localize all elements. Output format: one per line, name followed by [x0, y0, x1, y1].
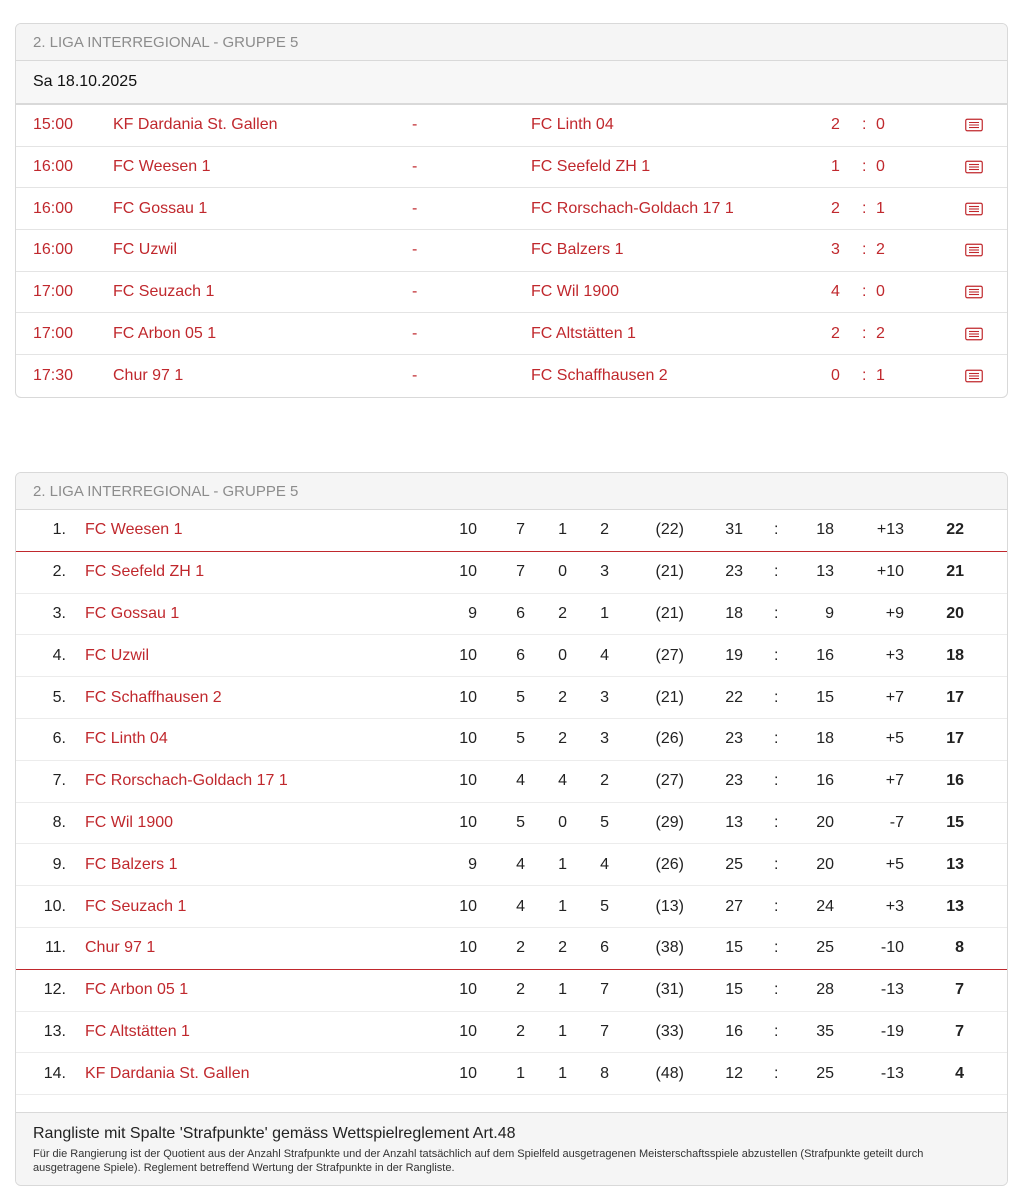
table-row [16, 677, 1007, 719]
penalty-points-cell: (33) [655, 1022, 684, 1040]
goals-colon: : [774, 981, 779, 999]
goals-against-cell: 20 [816, 813, 834, 831]
drawn-cell: 1 [558, 897, 567, 915]
team-link[interactable]: FC Schaffhausen 2 [85, 688, 222, 706]
points-cell: 17 [946, 730, 964, 748]
table-row [16, 1012, 1007, 1054]
away-goals: 0 [876, 283, 885, 301]
points-cell: 13 [946, 855, 964, 873]
goals-for-cell: 19 [725, 646, 743, 664]
points-cell: 20 [946, 604, 964, 622]
team-link[interactable]: KF Dardania St. Gallen [85, 1064, 250, 1082]
drawn-cell: 1 [558, 855, 567, 873]
away-goals: 1 [876, 366, 885, 384]
won-cell: 1 [516, 1064, 525, 1082]
game-time: 15:00 [33, 116, 74, 134]
away-team-link[interactable]: FC Schaffhausen 2 [531, 366, 668, 384]
played-cell: 10 [459, 563, 477, 581]
won-cell: 6 [516, 604, 525, 622]
table-row [16, 552, 1007, 594]
score-colon: : [862, 116, 867, 134]
drawn-cell: 0 [558, 813, 567, 831]
goals-for-cell: 15 [725, 981, 743, 999]
goals-for-cell: 16 [725, 1022, 743, 1040]
goals-colon: : [774, 563, 779, 581]
standings-panel [15, 472, 1008, 1186]
goals-for-cell: 23 [725, 563, 743, 581]
rank-cell: 13. [43, 1022, 66, 1040]
points-cell: 22 [946, 521, 964, 539]
rank-cell: 9. [52, 855, 66, 873]
goals-colon: : [774, 939, 779, 957]
match-report-icon[interactable] [965, 161, 983, 174]
match-report-icon[interactable] [965, 369, 983, 382]
won-cell: 5 [516, 730, 525, 748]
rank-cell: 7. [52, 772, 66, 790]
goals-against-cell: 25 [816, 1064, 834, 1082]
lost-cell: 1 [600, 604, 609, 622]
points-cell: 18 [946, 646, 964, 664]
home-goals: 0 [831, 366, 840, 384]
drawn-cell: 2 [558, 604, 567, 622]
away-goals: 0 [876, 116, 885, 134]
game-dash: - [412, 324, 418, 342]
goals-colon: : [774, 772, 779, 790]
points-cell: 7 [955, 981, 964, 999]
lost-cell: 4 [600, 646, 609, 664]
lost-cell: 2 [600, 772, 609, 790]
rank-cell: 6. [52, 730, 66, 748]
penalty-points-cell: (31) [655, 981, 684, 999]
drawn-cell: 1 [558, 521, 567, 539]
played-cell: 10 [459, 897, 477, 915]
games-panel-header: 2. LIGA INTERREGIONAL - GRUPPE 5 [16, 24, 1007, 61]
table-row [16, 761, 1007, 803]
table-row [16, 635, 1007, 677]
lost-cell: 7 [600, 1022, 609, 1040]
goals-for-cell: 15 [725, 939, 743, 957]
lost-cell: 3 [600, 563, 609, 581]
home-goals: 2 [831, 324, 840, 342]
lost-cell: 5 [600, 813, 609, 831]
goal-diff-cell: +10 [876, 563, 904, 581]
rank-cell: 4. [52, 646, 66, 664]
match-report-icon[interactable] [965, 202, 983, 215]
rank-cell: 11. [44, 939, 66, 957]
won-cell: 7 [516, 521, 525, 539]
goals-for-cell: 23 [725, 772, 743, 790]
drawn-cell: 2 [558, 939, 567, 957]
game-row[interactable] [16, 313, 1007, 355]
played-cell: 10 [459, 813, 477, 831]
game-dash: - [412, 283, 418, 301]
rank-cell: 1. [52, 521, 66, 539]
goal-diff-cell: +5 [885, 855, 904, 873]
goals-for-cell: 25 [725, 855, 743, 873]
played-cell: 10 [459, 981, 477, 999]
standings-panel-header: 2. LIGA INTERREGIONAL - GRUPPE 5 [16, 473, 1007, 510]
goals-for-cell: 12 [725, 1064, 743, 1082]
points-cell: 8 [955, 939, 964, 957]
drawn-cell: 1 [558, 1064, 567, 1082]
goals-against-cell: 20 [816, 855, 834, 873]
goals-against-cell: 28 [816, 981, 834, 999]
drawn-cell: 1 [558, 981, 567, 999]
played-cell: 10 [459, 1064, 477, 1082]
drawn-cell: 0 [558, 646, 567, 664]
game-time: 16:00 [33, 199, 74, 217]
lost-cell: 3 [600, 730, 609, 748]
home-goals: 3 [831, 241, 840, 259]
goal-diff-cell: +13 [876, 521, 904, 539]
team-link[interactable]: FC Balzers 1 [85, 855, 178, 873]
home-team-link[interactable]: FC Weesen 1 [113, 158, 211, 176]
away-goals: 2 [876, 241, 885, 259]
match-report-icon[interactable] [965, 327, 983, 340]
goals-against-cell: 9 [825, 604, 834, 622]
game-dash: - [412, 366, 418, 384]
won-cell: 2 [516, 1022, 525, 1040]
played-cell: 10 [459, 521, 477, 539]
goal-diff-cell: -13 [880, 1064, 904, 1082]
score-colon: : [862, 283, 867, 301]
lost-cell: 8 [600, 1064, 609, 1082]
played-cell: 10 [459, 1022, 477, 1040]
game-row[interactable] [16, 230, 1007, 272]
goal-diff-cell: +9 [885, 604, 904, 622]
points-cell: 16 [946, 772, 964, 790]
away-team-link[interactable]: FC Seefeld ZH 1 [531, 158, 651, 176]
away-goals: 2 [876, 324, 885, 342]
goals-colon: : [774, 730, 779, 748]
away-team-link[interactable]: FC Altstätten 1 [531, 324, 636, 342]
home-team-link[interactable]: KF Dardania St. Gallen [113, 116, 278, 134]
drawn-cell: 4 [558, 772, 567, 790]
table-row [16, 719, 1007, 761]
game-time: 17:00 [33, 283, 74, 301]
score-colon: : [862, 324, 867, 342]
goals-colon: : [774, 521, 779, 539]
points-cell: 7 [955, 1022, 964, 1040]
played-cell: 9 [468, 604, 477, 622]
match-date: Sa 18.10.2025 [16, 61, 1007, 105]
goals-against-cell: 13 [816, 563, 834, 581]
game-dash: - [412, 116, 418, 134]
won-cell: 5 [516, 688, 525, 706]
goals-against-cell: 25 [816, 939, 834, 957]
lost-cell: 4 [600, 855, 609, 873]
rank-cell: 10. [43, 897, 66, 915]
away-team-link[interactable]: FC Balzers 1 [531, 241, 624, 259]
table-row [16, 510, 1007, 552]
goals-for-cell: 31 [725, 521, 743, 539]
rank-cell: 2. [52, 563, 66, 581]
home-goals: 1 [831, 158, 840, 176]
home-team-link[interactable]: FC Arbon 05 1 [113, 324, 217, 342]
match-report-icon[interactable] [965, 244, 983, 257]
home-goals: 2 [831, 199, 840, 217]
lost-cell: 3 [600, 688, 609, 706]
home-team-link[interactable]: FC Gossau 1 [113, 199, 208, 217]
lost-cell: 7 [600, 981, 609, 999]
goals-against-cell: 18 [816, 521, 834, 539]
penalty-points-cell: (26) [655, 855, 684, 873]
match-report-icon[interactable] [965, 119, 983, 132]
goals-for-cell: 18 [725, 604, 743, 622]
drawn-cell: 1 [558, 1022, 567, 1040]
lost-cell: 6 [600, 939, 609, 957]
team-link[interactable]: Chur 97 1 [85, 939, 156, 957]
points-cell: 13 [946, 897, 964, 915]
goals-against-cell: 35 [816, 1022, 834, 1040]
game-time: 16:00 [33, 241, 74, 259]
score-colon: : [862, 366, 867, 384]
won-cell: 4 [516, 855, 525, 873]
penalty-points-cell: (48) [655, 1064, 684, 1082]
table-row [16, 1053, 1007, 1095]
game-row[interactable] [16, 355, 1007, 397]
lost-cell: 2 [600, 521, 609, 539]
table-row [16, 803, 1007, 845]
points-cell: 21 [946, 563, 964, 581]
goal-diff-cell: -10 [880, 939, 904, 957]
drawn-cell: 0 [558, 563, 567, 581]
penalty-points-cell: (21) [655, 604, 684, 622]
table-row [16, 928, 1007, 970]
goals-colon: : [774, 1064, 779, 1082]
goals-against-cell: 16 [816, 646, 834, 664]
home-goals: 4 [831, 283, 840, 301]
goals-colon: : [774, 646, 779, 664]
played-cell: 10 [459, 688, 477, 706]
game-row[interactable] [16, 272, 1007, 314]
team-link[interactable]: FC Seefeld ZH 1 [85, 563, 205, 581]
score-colon: : [862, 241, 867, 259]
penalty-points-cell: (13) [655, 897, 684, 915]
away-team-link[interactable]: FC Wil 1900 [531, 283, 620, 301]
goals-for-cell: 27 [725, 897, 743, 915]
goals-against-cell: 24 [816, 897, 834, 915]
game-dash: - [412, 241, 418, 259]
goal-diff-cell: -19 [880, 1022, 904, 1040]
points-cell: 4 [955, 1064, 964, 1082]
goals-colon: : [774, 813, 779, 831]
goals-colon: : [774, 897, 779, 915]
drawn-cell: 2 [558, 688, 567, 706]
goal-diff-cell: +3 [885, 897, 904, 915]
game-row[interactable] [16, 147, 1007, 189]
penalty-points-cell: (29) [655, 813, 684, 831]
goals-against-cell: 15 [816, 688, 834, 706]
goal-diff-cell: -13 [880, 981, 904, 999]
team-link[interactable]: FC Gossau 1 [85, 604, 180, 622]
drawn-cell: 2 [558, 730, 567, 748]
match-report-icon[interactable] [965, 286, 983, 299]
standings-table [16, 510, 1007, 1095]
penalty-points-cell: (22) [655, 521, 684, 539]
away-goals: 1 [876, 199, 885, 217]
away-goals: 0 [876, 158, 885, 176]
game-time: 17:30 [33, 366, 74, 384]
won-cell: 5 [516, 813, 525, 831]
goal-diff-cell: +3 [885, 646, 904, 664]
played-cell: 10 [459, 730, 477, 748]
team-link[interactable]: FC Seuzach 1 [85, 897, 187, 915]
goal-diff-cell: +5 [885, 730, 904, 748]
game-dash: - [412, 158, 418, 176]
goals-for-cell: 22 [725, 688, 743, 706]
table-spacer [16, 1095, 1007, 1112]
goals-colon: : [774, 604, 779, 622]
goals-colon: : [774, 855, 779, 873]
game-time: 17:00 [33, 324, 74, 342]
table-row [16, 844, 1007, 886]
game-row[interactable] [16, 105, 1007, 147]
away-team-link[interactable]: FC Rorschach-Goldach 17 1 [531, 199, 734, 217]
won-cell: 2 [516, 939, 525, 957]
rank-cell: 3. [52, 604, 66, 622]
note-title: Rangliste mit Spalte 'Strafpunkte' gemäss Wettspielreglement Art.48 [33, 1125, 516, 1143]
goals-against-cell: 16 [816, 772, 834, 790]
home-team-link[interactable]: Chur 97 1 [113, 366, 184, 384]
played-cell: 10 [459, 939, 477, 957]
team-link[interactable]: FC Altstätten 1 [85, 1022, 190, 1040]
table-row [16, 886, 1007, 928]
goals-for-cell: 13 [725, 813, 743, 831]
games-panel [15, 23, 1008, 398]
team-link[interactable]: FC Rorschach-Goldach 17 1 [85, 772, 288, 790]
goals-colon: : [774, 688, 779, 706]
rank-cell: 5. [52, 688, 66, 706]
goals-for-cell: 23 [725, 730, 743, 748]
played-cell: 9 [468, 855, 477, 873]
team-link[interactable]: FC Arbon 05 1 [85, 981, 189, 999]
points-cell: 17 [946, 688, 964, 706]
home-team-link[interactable]: FC Uzwil [113, 241, 177, 259]
penalty-points-cell: (38) [655, 939, 684, 957]
played-cell: 10 [459, 772, 477, 790]
penalty-points-cell: (27) [655, 772, 684, 790]
rank-cell: 14. [43, 1064, 66, 1082]
points-cell: 15 [946, 813, 964, 831]
goals-against-cell: 18 [816, 730, 834, 748]
team-link[interactable]: FC Weesen 1 [85, 521, 183, 539]
score-colon: : [862, 199, 867, 217]
game-row[interactable] [16, 188, 1007, 230]
played-cell: 10 [459, 646, 477, 664]
goal-diff-cell: -7 [889, 813, 904, 831]
game-time: 16:00 [33, 158, 74, 176]
team-link[interactable]: FC Linth 04 [85, 730, 168, 748]
won-cell: 6 [516, 646, 525, 664]
team-link[interactable]: FC Uzwil [85, 646, 149, 664]
rank-cell: 8. [52, 813, 66, 831]
rank-cell: 12. [43, 981, 66, 999]
lost-cell: 5 [600, 897, 609, 915]
won-cell: 4 [516, 772, 525, 790]
penalty-points-cell: (21) [655, 688, 684, 706]
table-row [16, 970, 1007, 1012]
team-link[interactable]: FC Wil 1900 [85, 813, 174, 831]
penalty-points-cell: (26) [655, 730, 684, 748]
home-goals: 2 [831, 116, 840, 134]
table-row [16, 594, 1007, 636]
won-cell: 4 [516, 897, 525, 915]
won-cell: 2 [516, 981, 525, 999]
goals-colon: : [774, 1022, 779, 1040]
score-colon: : [862, 158, 867, 176]
note-text: Für die Rangierung ist der Quotient aus der Anzahl Strafpunkte und der Anzahl tatsächlich auf dem Spielfeld ausgetragenen Meisterschaftsspiele abzustellen (Strafpunkte geteilt durch ausgetragene Spiele). Reglement betreffend Wertung der Strafpunkte in der Rangliste. [33, 1148, 924, 1175]
goal-diff-cell: +7 [885, 772, 904, 790]
won-cell: 7 [516, 563, 525, 581]
goal-diff-cell: +7 [885, 688, 904, 706]
penalty-points-cell: (21) [655, 563, 684, 581]
standings-note [16, 1112, 1007, 1185]
away-team-link[interactable]: FC Linth 04 [531, 116, 614, 134]
games-list [16, 105, 1007, 397]
home-team-link[interactable]: FC Seuzach 1 [113, 283, 215, 301]
penalty-points-cell: (27) [655, 646, 684, 664]
game-dash: - [412, 199, 418, 217]
